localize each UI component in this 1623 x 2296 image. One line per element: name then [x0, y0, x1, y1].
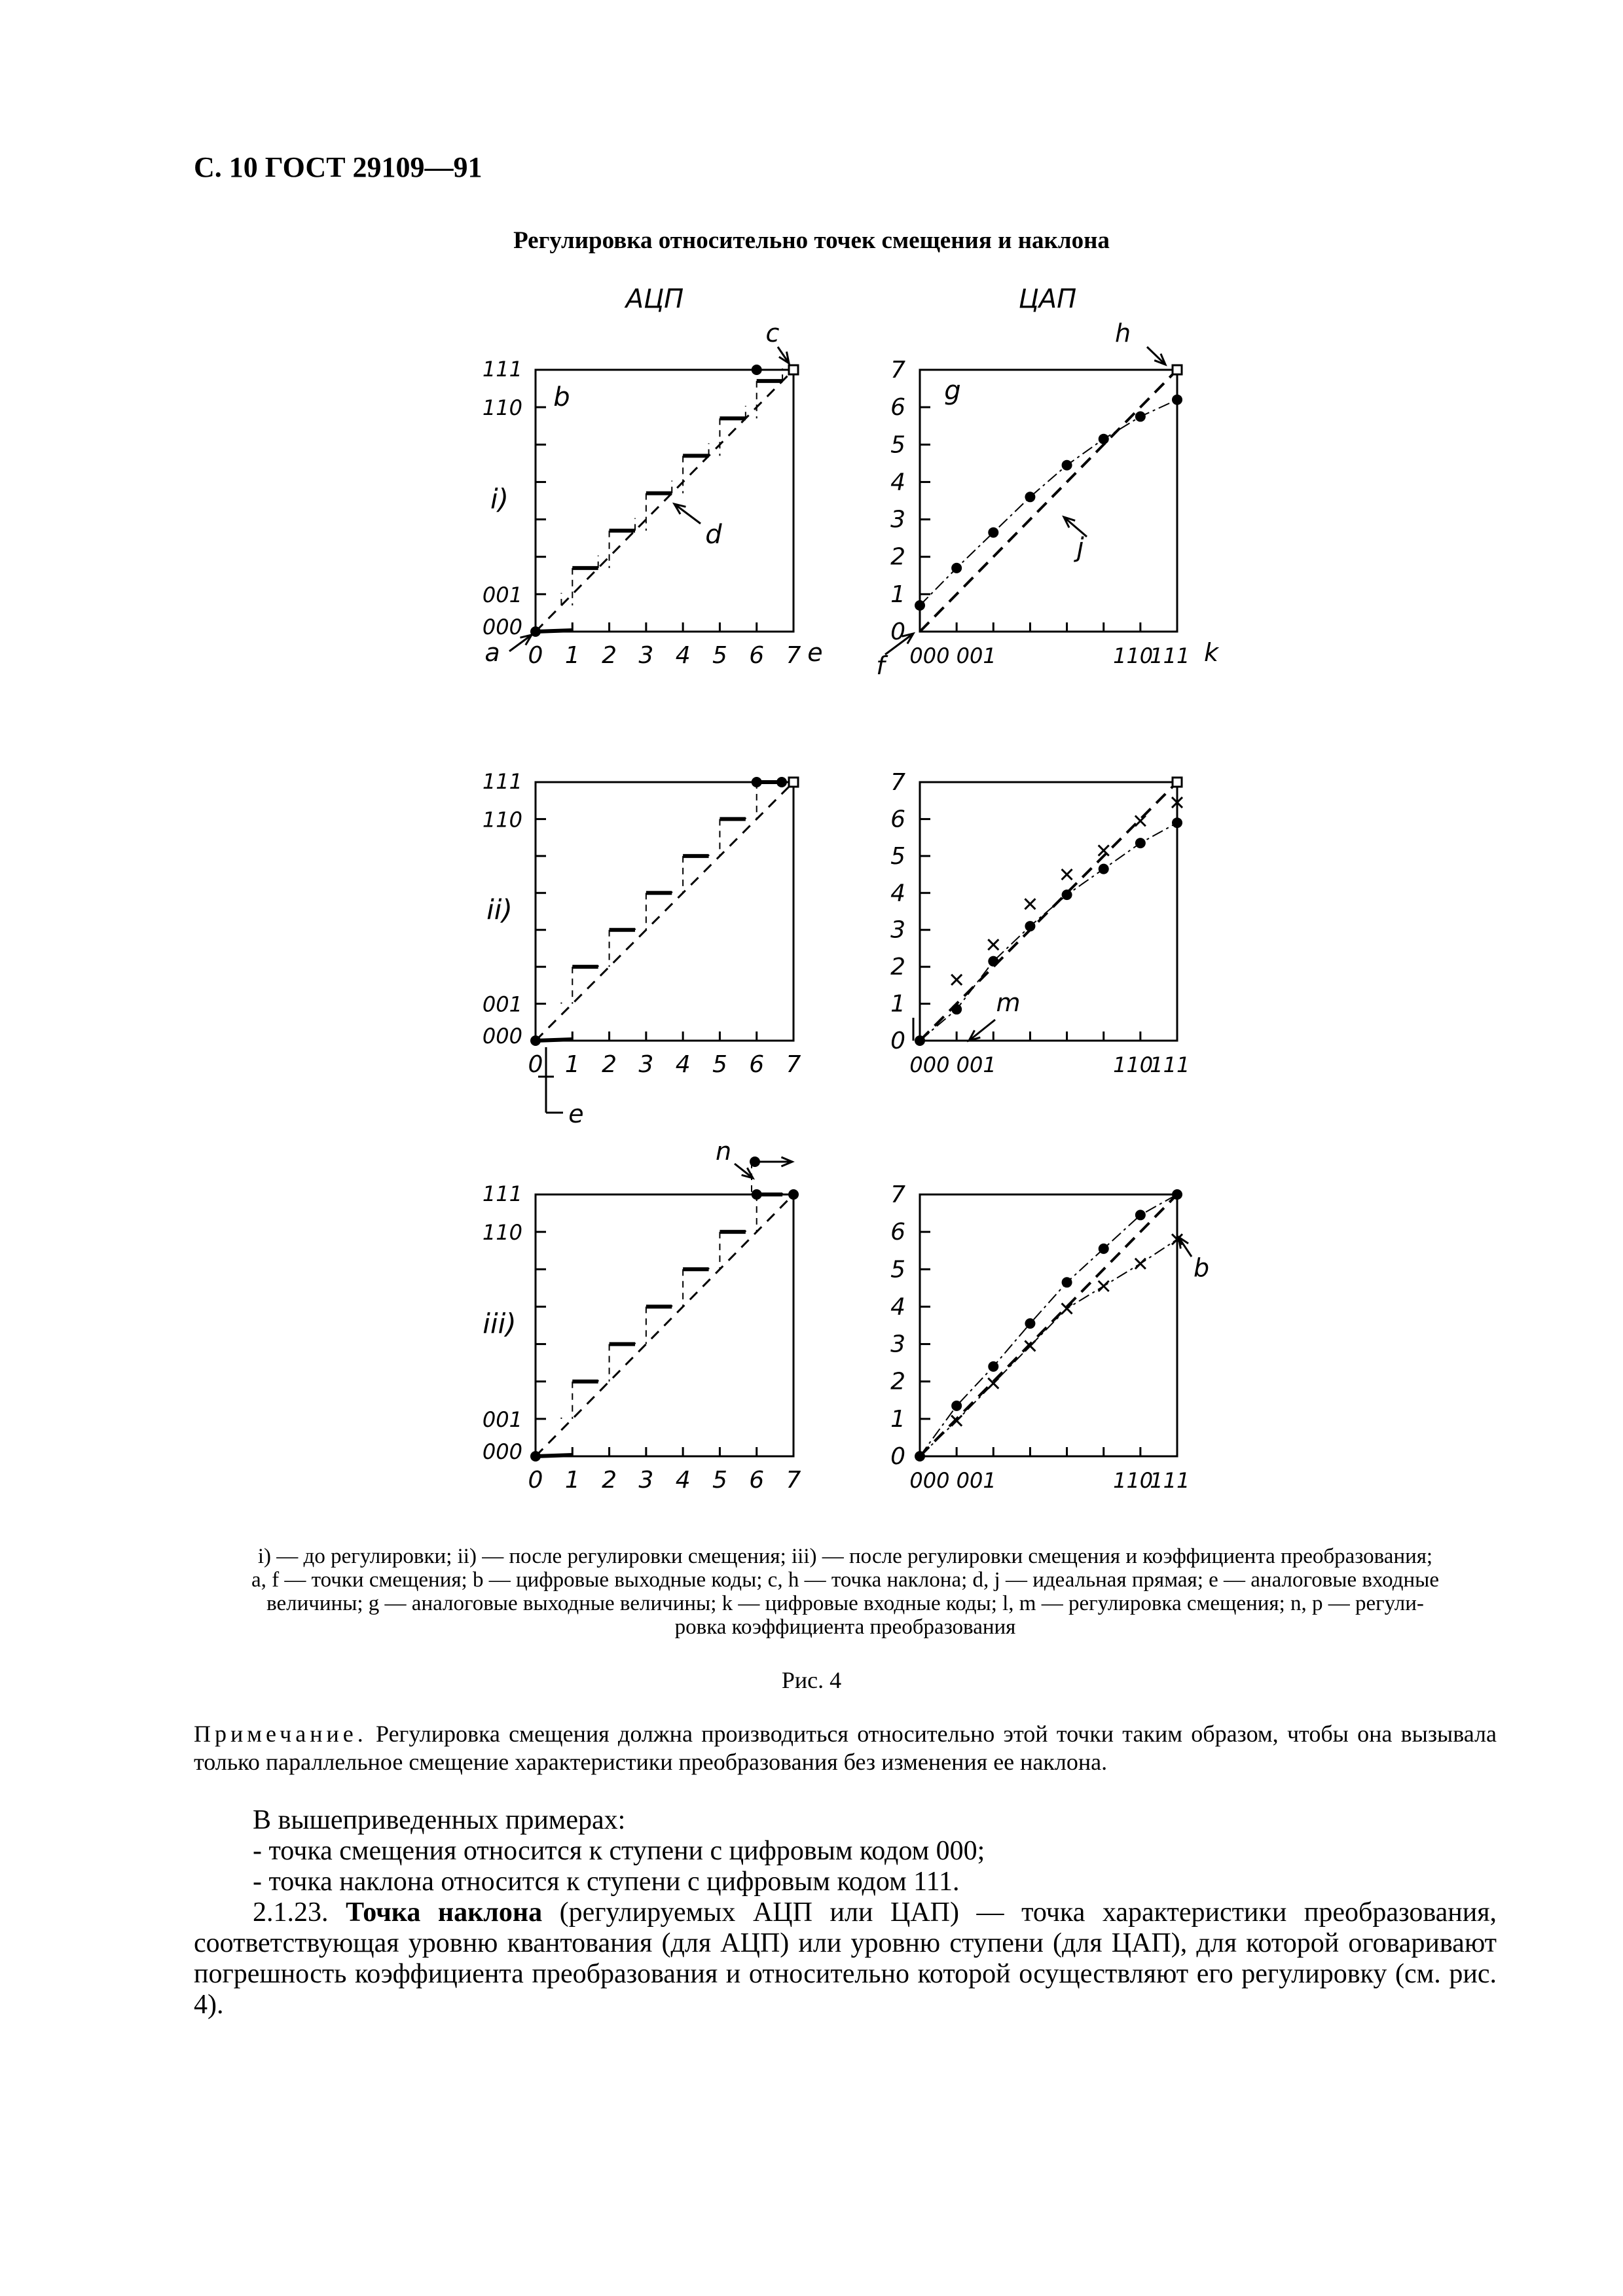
- dac-x-label: 000 001: [909, 643, 996, 668]
- dac-point: [1135, 1210, 1146, 1220]
- dac-y-label: 6: [890, 806, 905, 833]
- adc-point: [752, 365, 762, 375]
- label-f: f: [876, 651, 885, 680]
- adc-slope-point: [776, 777, 787, 787]
- adc-step: [536, 1039, 572, 1041]
- dac-actual-line: [920, 1194, 1177, 1456]
- dac-point: [1062, 460, 1072, 471]
- adc-x-label: 5: [712, 1467, 727, 1494]
- dac-y-label: 4: [890, 1293, 905, 1321]
- dac-cross: [1135, 816, 1146, 826]
- adc-x-label: 1: [564, 1051, 580, 1078]
- dac-x-label: 110: [1113, 1052, 1154, 1077]
- adc-x-label: 1: [564, 642, 580, 669]
- adc-x-label: 7: [786, 1467, 801, 1494]
- adc-frame: [536, 782, 793, 1041]
- dac-y-label: 7: [890, 1181, 905, 1208]
- dac-y-label: 5: [890, 431, 905, 459]
- dac-y-label: 2: [890, 1368, 905, 1395]
- adc-x-label: 6: [749, 642, 765, 669]
- adc-x-label: 6: [749, 1051, 765, 1078]
- label-a: a: [484, 638, 500, 667]
- adc-x-label: 2: [602, 1467, 617, 1494]
- arrow-j: [1064, 517, 1087, 537]
- dac-x-label: 000 001: [909, 1052, 996, 1077]
- body-text: [194, 1805, 1497, 2020]
- figure-caption: [194, 1545, 1497, 1639]
- adc-y-label: 111: [482, 769, 522, 794]
- adc-x-label: 2: [602, 1051, 617, 1078]
- dac-y-label: 5: [890, 1256, 905, 1283]
- dac-cross: [1099, 845, 1109, 855]
- adc-offset-point: [530, 1451, 541, 1462]
- dac-x-label: 111: [1150, 1468, 1190, 1493]
- caption-line: i) — до регулировки; ii) — после регулировки смещения; iii) — после регулировки смещения и коэффициента преобразования;: [257, 1545, 1433, 1568]
- adc-x-label: 0: [528, 1467, 543, 1494]
- label-b: b: [553, 382, 570, 412]
- adc-x-label: 7: [786, 1051, 801, 1078]
- row-label: ii): [486, 893, 513, 926]
- adc-y-label: 000: [482, 615, 522, 639]
- arrow-m: [969, 1020, 995, 1041]
- dac-point: [1025, 492, 1035, 502]
- dac-point: [1099, 434, 1109, 444]
- adc-step: [536, 1455, 572, 1456]
- adc-point: [752, 1189, 762, 1200]
- dac-y-label: 2: [890, 954, 905, 981]
- dac-y-label: 0: [890, 619, 905, 645]
- label-m: m: [996, 988, 1021, 1017]
- dac-cross: [1062, 869, 1072, 880]
- clause-number: 2.1.23.: [253, 1897, 329, 1928]
- dac-point: [915, 600, 925, 611]
- dac-point: [951, 563, 962, 573]
- dac-point: [915, 1035, 925, 1046]
- clause: [194, 1897, 1497, 2020]
- label-g: g: [944, 376, 961, 406]
- figure-title: Регулировка относительно точек смещения и наклона: [513, 227, 1110, 254]
- dac-cross: [951, 975, 962, 985]
- adc-step: [536, 630, 572, 632]
- adc-x-label: 5: [712, 1051, 727, 1078]
- dac-x-label: 110: [1113, 643, 1154, 668]
- adc-ideal-line: [536, 370, 793, 632]
- figure-4: [0, 262, 1623, 1538]
- dac-x-label: 111: [1150, 1052, 1190, 1077]
- dac-point: [1025, 921, 1035, 931]
- clause-term: Точка наклона: [346, 1897, 543, 1928]
- dac-point: [1172, 1189, 1182, 1200]
- dac-point: [1062, 1277, 1072, 1287]
- adc-x-label: 6: [749, 1467, 765, 1494]
- label-e: e: [807, 638, 823, 667]
- dac-y-label: 1: [890, 1405, 905, 1433]
- adc-x-label: 4: [675, 1051, 691, 1078]
- adc-y-label: 111: [482, 357, 522, 382]
- adc-point: [752, 777, 762, 787]
- dac-y-label: 7: [890, 769, 905, 796]
- note-label: Примечание.: [194, 1721, 367, 1747]
- adc-ideal-line: [536, 782, 793, 1041]
- label-e: e: [568, 1100, 584, 1128]
- dac-point: [951, 1401, 962, 1411]
- dac-point: [1025, 1318, 1035, 1329]
- adc-slope-point: [789, 365, 798, 374]
- note: [194, 1720, 1497, 1776]
- adc-y-label: 001: [482, 1407, 522, 1432]
- note-text: Регулировка смещения должна производиться относительно этой точки таким образом, чтобы она вызывала только параллельное смещение характеристики преобразования без изменения ее наклона.: [194, 1721, 1497, 1775]
- adc-x-label: 3: [638, 1051, 654, 1078]
- dac-ideal-line: [920, 1194, 1177, 1456]
- dac-point: [951, 1004, 962, 1014]
- adc-y-label: 111: [482, 1181, 522, 1206]
- dac-y-label: 1: [890, 990, 905, 1018]
- adc-x-label: 1: [564, 1467, 580, 1494]
- dac-frame: [920, 1194, 1177, 1456]
- label-k: k: [1203, 638, 1219, 667]
- label-j: j: [1076, 533, 1084, 563]
- dac-point: [1172, 395, 1182, 405]
- dac-y-label: 0: [890, 1028, 905, 1054]
- dac-ideal-line: [920, 782, 1177, 1041]
- adc-y-label: 110: [482, 1220, 522, 1246]
- caption-line: ровка коэффициента преобразования: [674, 1615, 1016, 1639]
- dac-point: [988, 528, 998, 538]
- dac-x-label: 110: [1113, 1468, 1154, 1493]
- adc-offset-point: [530, 1035, 541, 1046]
- dac-y-label: 4: [890, 469, 905, 496]
- adc-y-label: 000: [482, 1024, 522, 1049]
- adc-slope-point: [788, 1189, 799, 1200]
- adc-x-label: 3: [638, 642, 654, 669]
- adc-y-label: 110: [482, 807, 522, 833]
- label-n: n: [715, 1137, 732, 1166]
- list-item: - точка наклона относится к ступени с цифровым кодом 111.: [253, 1867, 960, 1897]
- dac-cross: [1099, 1281, 1109, 1291]
- adc-slope-square: [789, 778, 798, 787]
- adc-x-label: 2: [602, 642, 617, 669]
- adc-y-label: 001: [482, 582, 522, 607]
- label-c: c: [765, 319, 780, 348]
- dac-y-label: 2: [890, 543, 905, 571]
- dac-y-label: 7: [890, 357, 905, 384]
- caption-line: a, f — точки смещения; b — цифровые выходные коды; c, h — точка наклона; d, j — идеальная прямая; e — аналоговые входные: [251, 1568, 1439, 1592]
- dac-x-label: 000 001: [909, 1468, 996, 1493]
- dac-actual-line: [920, 400, 1177, 605]
- row-label: i): [490, 483, 509, 515]
- dac-point: [1099, 864, 1109, 874]
- adc-x-label: 0: [528, 1051, 543, 1078]
- dac-cross: [1025, 899, 1035, 909]
- figure-label: Рис. 4: [781, 1667, 842, 1693]
- adc-x-label: 5: [712, 642, 727, 669]
- column-heading-adc: АЦП: [625, 284, 684, 314]
- adc-point: [750, 1157, 760, 1167]
- clause-text: (регулируемых АЦП или ЦАП) — точка характеристики преобразования, соответствующая уровню квантования (для АЦП) или уровню ступени (для ЦАП), для которой оговаривают погрешность коэффициента преобразования и относительно которой осуществляют его регулировку (см. рис. 4).: [194, 1897, 1497, 2020]
- dac-point: [1135, 411, 1146, 422]
- dac-point: [988, 956, 998, 967]
- dac-point: [1135, 838, 1146, 848]
- dac-y-label: 4: [890, 880, 905, 907]
- dac-point: [988, 1361, 998, 1372]
- paragraph: В вышеприведенных примерах:: [253, 1805, 626, 1835]
- dac-point: [1062, 889, 1072, 900]
- dac-slope-point: [1173, 365, 1182, 374]
- dac-ideal-line: [920, 370, 1177, 632]
- dac-x-label: 111: [1150, 643, 1190, 668]
- label-d: d: [705, 520, 722, 550]
- caption-line: величины; g — аналоговые выходные величины; k — цифровые входные коды; l, m — регулировка смещения; n, p — регули-: [266, 1592, 1424, 1615]
- adc-y-label: 000: [482, 1439, 522, 1464]
- page-header: С. 10 ГОСТ 29109—91: [194, 151, 483, 183]
- dac-y-label: 6: [890, 1219, 905, 1246]
- adc-x-label: 3: [638, 1467, 654, 1494]
- dac-y-label: 0: [890, 1443, 905, 1470]
- adc-ideal-line: [536, 1194, 793, 1456]
- dac-y-label: 5: [890, 842, 905, 870]
- adc-x-label: 4: [675, 642, 691, 669]
- dac-point: [1172, 817, 1182, 828]
- adc-x-label: 7: [786, 642, 801, 669]
- dac-y-label: 3: [890, 1331, 905, 1358]
- label-b: b: [1193, 1253, 1210, 1282]
- dac-slope-point: [1173, 778, 1182, 787]
- arrow-d: [674, 504, 701, 524]
- list-item: - точка смещения относится к ступени с цифровым кодом 000;: [253, 1836, 985, 1866]
- adc-y-label: 001: [482, 992, 522, 1017]
- dac-frame: [920, 370, 1177, 632]
- dac-point: [1099, 1244, 1109, 1254]
- adc-y-label: 110: [482, 395, 522, 421]
- column-heading-dac: ЦАП: [1018, 284, 1077, 314]
- dac-y-label: 6: [890, 394, 905, 422]
- dac-cross: [1135, 1259, 1146, 1269]
- adc-x-label: 0: [528, 642, 543, 669]
- label-h: h: [1114, 319, 1131, 348]
- row-label: iii): [483, 1308, 517, 1340]
- adc-x-label: 4: [675, 1467, 691, 1494]
- dac-cross: [988, 939, 998, 950]
- dac-y-label: 3: [890, 506, 905, 533]
- dac-y-label: 3: [890, 916, 905, 944]
- dac-y-label: 1: [890, 581, 905, 608]
